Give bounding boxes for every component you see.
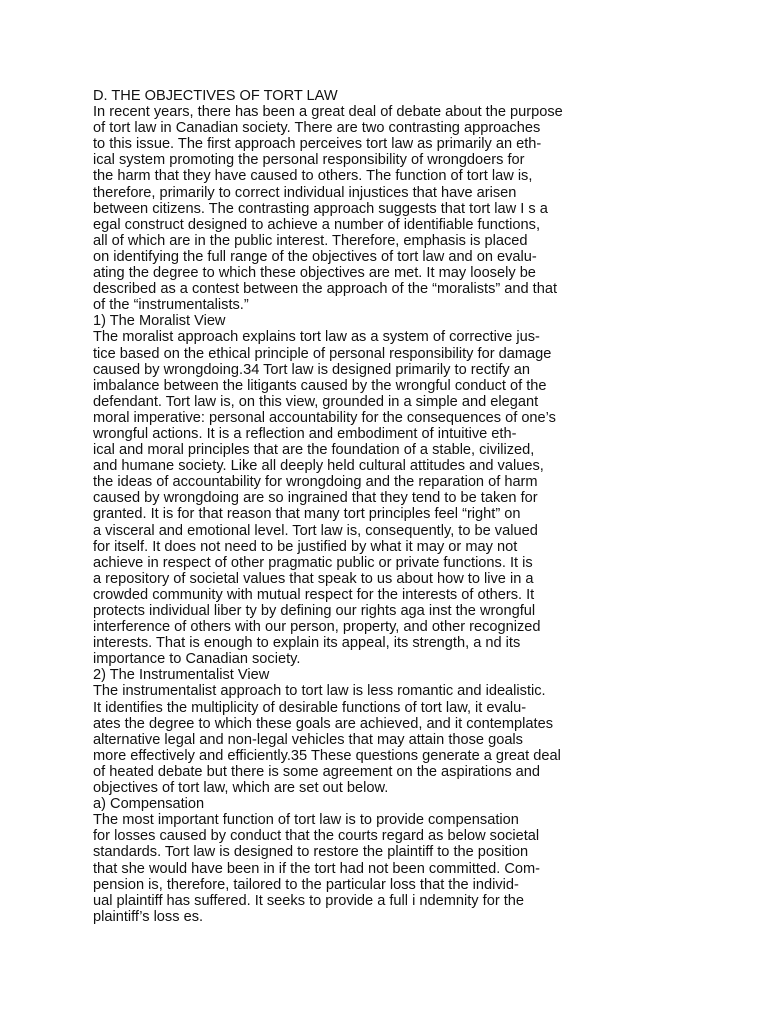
text-line: It identifies the multiplicity of desirable functions of tort law, it evalu- <box>93 699 527 716</box>
text-line: moral imperative: personal accountability for the consequences of one’s <box>93 409 556 426</box>
text-line: granted. It is for that reason that many tort principles feel “right” on <box>93 506 521 523</box>
text-line: of heated debate but there is some agreement on the aspirations and <box>93 763 541 780</box>
text-line: a repository of societal values that speak to us about how to live in a <box>93 570 534 587</box>
text-line: standards. Tort law is designed to restore the plaintiff to the position <box>93 844 529 861</box>
text-line: The most important function of tort law is to provide compensation <box>93 812 519 829</box>
text-line: therefore, primarily to correct individual injustices that have arisen <box>93 184 517 201</box>
text-line: The moralist approach explains tort law as a system of corrective jus- <box>93 329 540 346</box>
text-line: The instrumentalist approach to tort law is less romantic and idealistic. <box>93 683 546 700</box>
text-line: objectives of tort law, which are set out below. <box>93 780 389 797</box>
text-line: tice based on the ethical principle of personal responsibility for damage <box>93 345 552 362</box>
text-line: for losses caused by conduct that the courts regard as below societal <box>93 828 540 845</box>
text-line: ates the degree to which these goals are achieved, and it contemplates <box>93 715 553 732</box>
text-line: that she would have been in if the tort had not been committed. Com- <box>93 860 540 877</box>
text-line: crowded community with mutual respect for the interests of others. It <box>93 586 535 603</box>
text-line: the harm that they have caused to others. The function of tort law is, <box>93 168 533 185</box>
text-line: for itself. It does not need to be justified by what it may or may not <box>93 538 518 555</box>
text-line: defendant. Tort law is, on this view, grounded in a simple and elegant <box>93 393 539 410</box>
text-line: interests. That is enough to explain its appeal, its strength, a nd its <box>93 635 521 652</box>
text-line: all of which are in the public interest. Therefore, emphasis is placed <box>93 232 528 249</box>
text-line: imbalance between the litigants caused by the wrongful conduct of the <box>93 377 547 394</box>
text-line: to this issue. The first approach perceives tort law as primarily an eth- <box>93 136 542 153</box>
text-line: interference of others with our person, property, and other recognized <box>93 619 541 636</box>
text-line: achieve in respect of other pragmatic public or private functions. It is <box>93 554 533 571</box>
text-line: alternative legal and non-legal vehicles that may attain those goals <box>93 731 523 748</box>
text-line: In recent years, there has been a great deal of debate about the purpose <box>93 104 563 121</box>
text-line: caused by wrongdoing are so ingrained that they tend to be taken for <box>93 490 538 507</box>
subsubsection-heading: a) Compensation <box>93 796 205 813</box>
subsection-heading: 2) The Instrumentalist View <box>93 667 270 684</box>
text-line: plaintiff’s loss es. <box>93 908 204 925</box>
text-line: between citizens. The contrasting approach suggests that tort law I s a <box>93 200 548 217</box>
text-line: egal construct designed to achieve a number of identifiable functions, <box>93 216 541 233</box>
subsection-heading: 1) The Moralist View <box>93 313 226 330</box>
text-line: protects individual liber ty by defining our rights aga inst the wrongful <box>93 603 536 619</box>
document-page <box>93 88 613 925</box>
text-line: the ideas of accountability for wrongdoing and the reparation of harm <box>93 474 538 491</box>
section-heading: D. THE OBJECTIVES OF TORT LAW <box>93 88 338 104</box>
text-line: a visceral and emotional level. Tort law is, consequently, to be valued <box>93 522 538 539</box>
text-line: importance to Canadian society. <box>93 651 301 668</box>
text-line: ical system promoting the personal responsibility of wrongdoers for <box>93 152 525 169</box>
text-line: wrongful actions. It is a reflection and embodiment of intuitive eth- <box>93 425 517 442</box>
text-line: caused by wrongdoing.34 Tort law is designed primarily to rectify an <box>93 361 530 378</box>
text-line: of tort law in Canadian society. There are two contrasting approaches <box>93 120 541 137</box>
text-line: ating the degree to which these objectives are met. It may loosely be <box>93 265 536 282</box>
text-line: described as a contest between the approach of the “moralists” and that <box>93 281 558 298</box>
document-body <box>93 88 613 925</box>
text-line: on identifying the full range of the objectives of tort law and on evalu- <box>93 248 537 265</box>
text-line: more effectively and efficiently.35 These questions generate a great deal <box>93 747 561 764</box>
text-line: ual plaintiff has suffered. It seeks to provide a full i ndemnity for the <box>93 892 525 909</box>
text-line: pension is, therefore, tailored to the particular loss that the individ- <box>93 876 519 893</box>
text-line: ical and moral principles that are the foundation of a stable, civilized, <box>93 442 535 459</box>
text-line: of the “instrumentalists.” <box>93 297 249 314</box>
text-line: and humane society. Like all deeply held cultural attitudes and values, <box>93 458 544 475</box>
